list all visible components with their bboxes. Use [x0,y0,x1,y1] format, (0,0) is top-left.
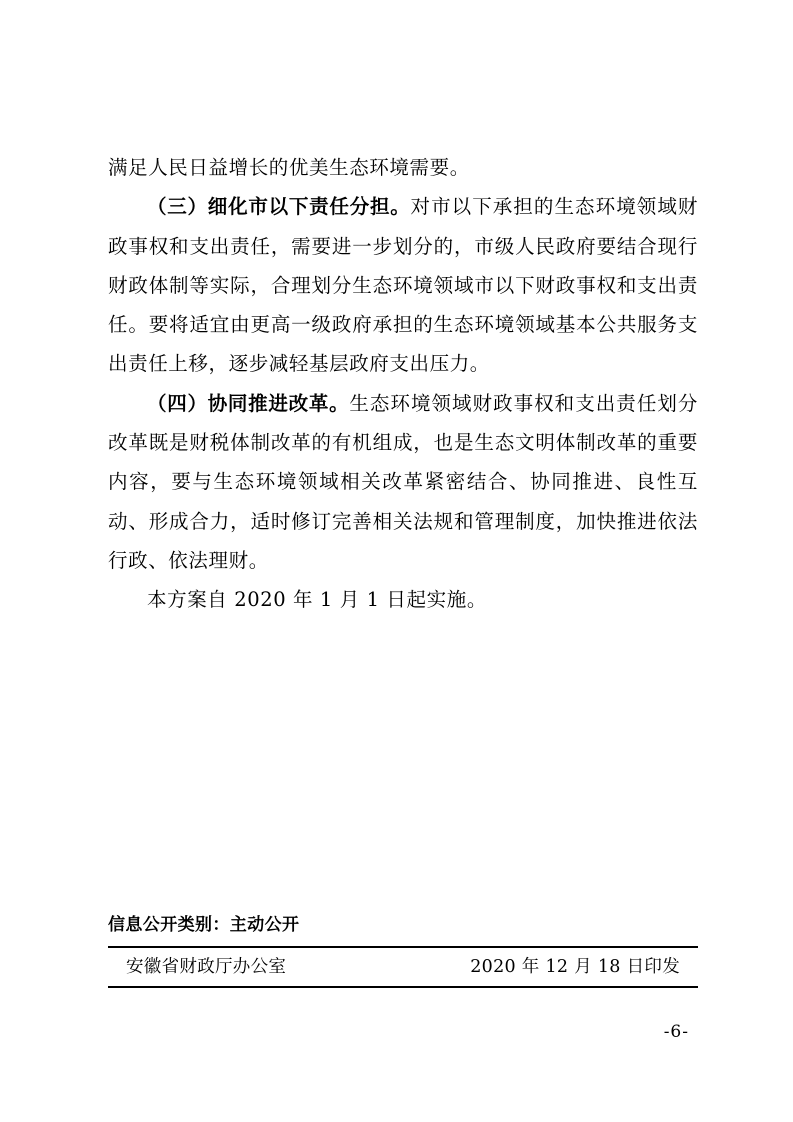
paragraph-3-text: 生态环境领域财政事权和支出责任划分改革既是财税体制改革的有机组成，也是生态文明体制改革的重要内容，要与生态环境领域相关改革紧密结合、协同推进、良性互动、形成合力，适时修订完善相关法规和管理制度，加快推进依法行政、依法理财。 [108,391,698,572]
section-heading-3: （三）细化市以下责任分担。 [147,195,411,219]
paragraph-1: 满足人民日益增长的优美生态环境需要。 [108,156,470,179]
paragraph-4: 本方案自 2020 年 1 月 1 日起实施。 [147,588,487,612]
issue-row [108,948,698,986]
document-body [108,148,698,620]
paragraph-2-text: 对市以下承担的生态环境领域财政事权和支出责任，需要进一步划分的，市级人民政府要结合现行财政体制等实际，合理划分生态环境领域市以下财政事权和支出责任。要将适宜由更高一级政府承担的生态环境领域基本公共服务支出责任上移，逐步减轻基层政府支出压力。 [108,195,698,376]
paragraph-2 [108,187,698,383]
issue-date: 2020 年 12 月 18 日印发 [470,957,680,977]
paragraph-3 [108,384,698,580]
disclosure-category: 信息公开类别：主动公开 [108,915,300,935]
issuer: 安徽省财政厅办公室 [126,957,287,977]
footer-bottom-rule [108,986,698,988]
section-heading-4: （四）协同推进改革。 [147,391,350,415]
document-footer [108,910,698,988]
page-number: -6- [663,1022,689,1042]
